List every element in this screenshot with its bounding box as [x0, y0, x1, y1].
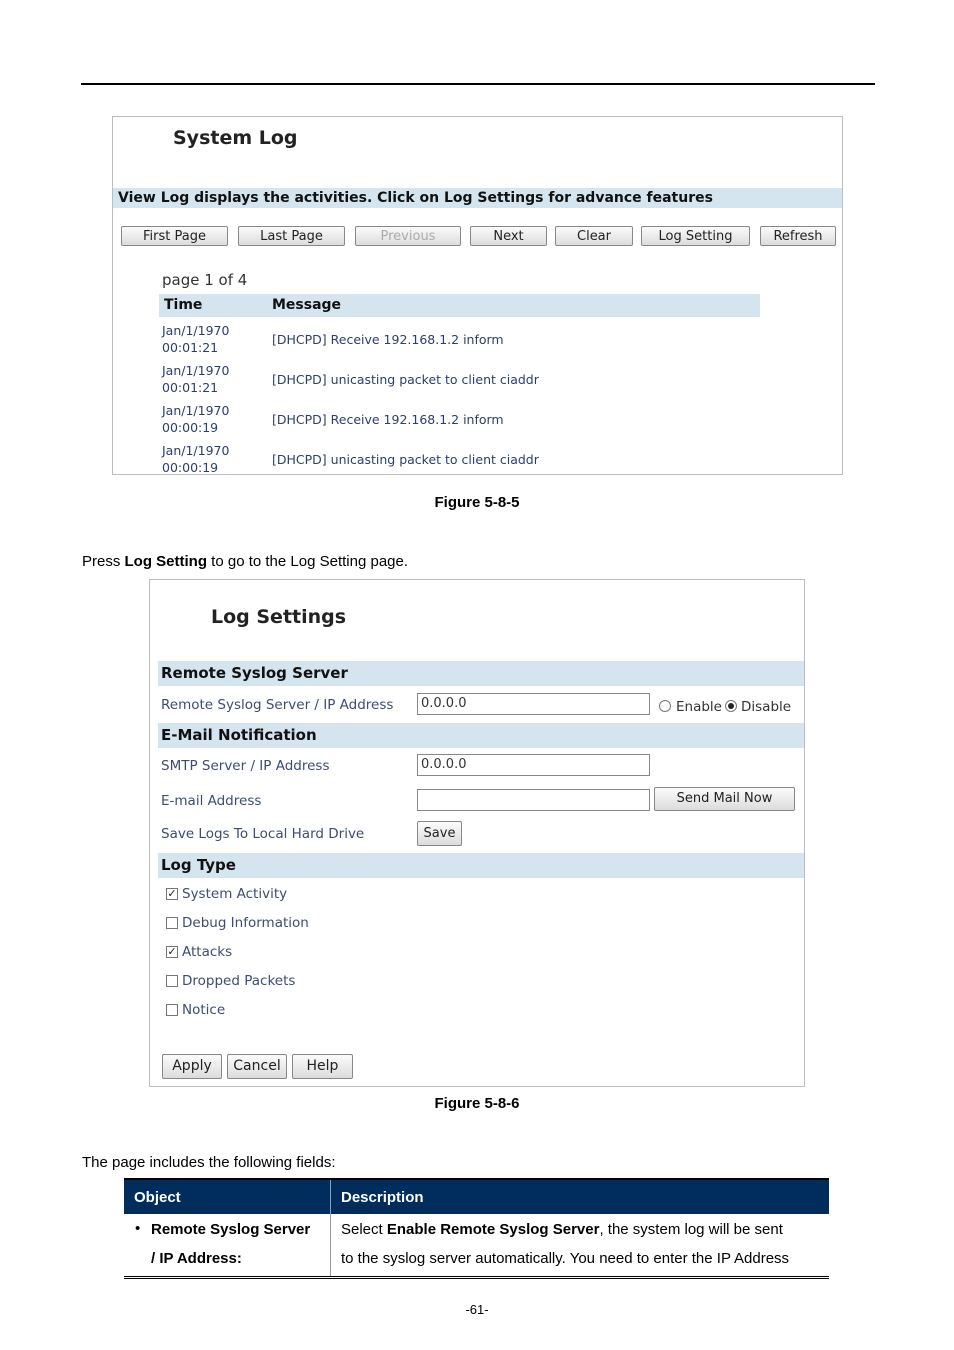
- disable-radio-label: Disable: [741, 699, 792, 715]
- save-button[interactable]: Save: [417, 821, 462, 846]
- disable-radio[interactable]: [725, 700, 737, 712]
- log-settings-title: Log Settings: [211, 606, 347, 628]
- dropped-packets-checkbox[interactable]: [166, 975, 178, 987]
- intro-bold: Log Setting: [124, 553, 208, 570]
- description-line1: [341, 1221, 783, 1238]
- notice-label: Notice: [182, 1002, 226, 1018]
- intro-paragraph: [82, 553, 408, 570]
- log-time: 00:00:19: [162, 460, 219, 475]
- page-number: -61-: [465, 1302, 489, 1317]
- bullet: •: [135, 1220, 141, 1237]
- help-button[interactable]: Help: [292, 1054, 353, 1079]
- first-page-button[interactable]: First Page: [121, 226, 228, 246]
- save-logs-label: Save Logs To Local Hard Drive: [161, 826, 365, 842]
- fields-intro: The page includes the following fields:: [82, 1154, 336, 1171]
- email-notification-header: E-Mail Notification: [158, 723, 804, 748]
- column-divider: [330, 1214, 331, 1276]
- remote-syslog-ip-input[interactable]: 0.0.0.0: [417, 693, 650, 715]
- table-header-row: [124, 1180, 829, 1214]
- log-time: 00:01:21: [162, 380, 219, 395]
- intro-post: to go to the Log Setting page.: [207, 553, 409, 570]
- remote-syslog-header: Remote Syslog Server: [158, 661, 804, 686]
- log-date: Jan/1/1970: [162, 363, 230, 378]
- last-page-button[interactable]: Last Page: [238, 226, 345, 246]
- notice-checkbox[interactable]: [166, 1004, 178, 1016]
- email-address-label: E-mail Address: [161, 793, 262, 809]
- log-date: Jan/1/1970: [162, 443, 230, 458]
- apply-button[interactable]: Apply: [162, 1054, 222, 1079]
- dropped-packets-label: Dropped Packets: [182, 973, 296, 989]
- remote-syslog-label: Remote Syslog Server / IP Address: [161, 697, 394, 713]
- log-time: 00:00:19: [162, 420, 219, 435]
- description-column-header: Description: [341, 1189, 424, 1206]
- log-time: 00:01:21: [162, 340, 219, 355]
- log-message: [DHCPD] unicasting packet to client ciaddr: [272, 452, 539, 467]
- log-row: [162, 443, 762, 475]
- cancel-button[interactable]: Cancel: [227, 1054, 287, 1079]
- refresh-button[interactable]: Refresh: [760, 226, 836, 246]
- log-date: Jan/1/1970: [162, 323, 230, 338]
- log-row: [162, 363, 762, 397]
- object-column-header: Object: [134, 1189, 181, 1206]
- attacks-label: Attacks: [182, 944, 233, 960]
- page-indicator: page 1 of 4: [162, 271, 248, 289]
- table-row: [124, 1214, 829, 1279]
- figure-5-8-5-caption: Figure 5-8-5: [434, 494, 520, 511]
- log-table-header: [159, 294, 760, 317]
- email-address-input[interactable]: [417, 789, 650, 811]
- fields-table: [124, 1178, 829, 1279]
- log-row: [162, 403, 762, 437]
- system-log-title: System Log: [173, 127, 298, 149]
- next-button[interactable]: Next: [470, 226, 547, 246]
- log-date: Jan/1/1970: [162, 403, 230, 418]
- intro-pre: Press: [82, 553, 125, 570]
- object-name-line2: / IP Address:: [151, 1250, 242, 1267]
- log-message: [DHCPD] Receive 192.168.1.2 inform: [272, 332, 504, 347]
- desc-pre: Select: [341, 1221, 387, 1238]
- clear-button[interactable]: Clear: [555, 226, 633, 246]
- desc-bold: Enable Remote Syslog Server: [386, 1221, 600, 1238]
- system-log-info-bar: View Log displays the activities. Click on Log Settings for advance features: [113, 188, 842, 208]
- column-divider: [330, 1180, 331, 1214]
- log-setting-button[interactable]: Log Setting: [641, 226, 750, 246]
- log-row: [162, 323, 762, 357]
- header-rule: [81, 83, 875, 85]
- log-message: [DHCPD] unicasting packet to client ciaddr: [272, 372, 539, 387]
- smtp-server-label: SMTP Server / IP Address: [161, 758, 330, 774]
- system-activity-label: System Activity: [182, 886, 288, 902]
- debug-information-label: Debug Information: [182, 915, 309, 931]
- debug-information-checkbox[interactable]: [166, 917, 178, 929]
- send-mail-now-button[interactable]: Send Mail Now: [654, 787, 795, 811]
- smtp-server-input[interactable]: 0.0.0.0: [417, 754, 650, 776]
- enable-radio-label: Enable: [676, 699, 722, 715]
- system-activity-checkbox[interactable]: ✓: [167, 888, 177, 900]
- desc-post: , the system log will be sent: [599, 1221, 783, 1238]
- log-settings-screenshot: [149, 579, 805, 1087]
- previous-button[interactable]: Previous: [355, 226, 461, 246]
- enable-radio[interactable]: [659, 700, 671, 712]
- time-column-header: Time: [164, 297, 203, 313]
- attacks-checkbox[interactable]: ✓: [167, 946, 177, 958]
- figure-5-8-6-caption: Figure 5-8-6: [434, 1095, 520, 1112]
- message-column-header: Message: [272, 297, 342, 313]
- system-log-screenshot: [112, 116, 843, 475]
- description-line2: to the syslog server automatically. You need to enter the IP Address: [341, 1250, 790, 1267]
- log-message: [DHCPD] Receive 192.168.1.2 inform: [272, 412, 504, 427]
- log-type-header: Log Type: [158, 853, 804, 878]
- object-name-line1: Remote Syslog Server: [151, 1221, 311, 1238]
